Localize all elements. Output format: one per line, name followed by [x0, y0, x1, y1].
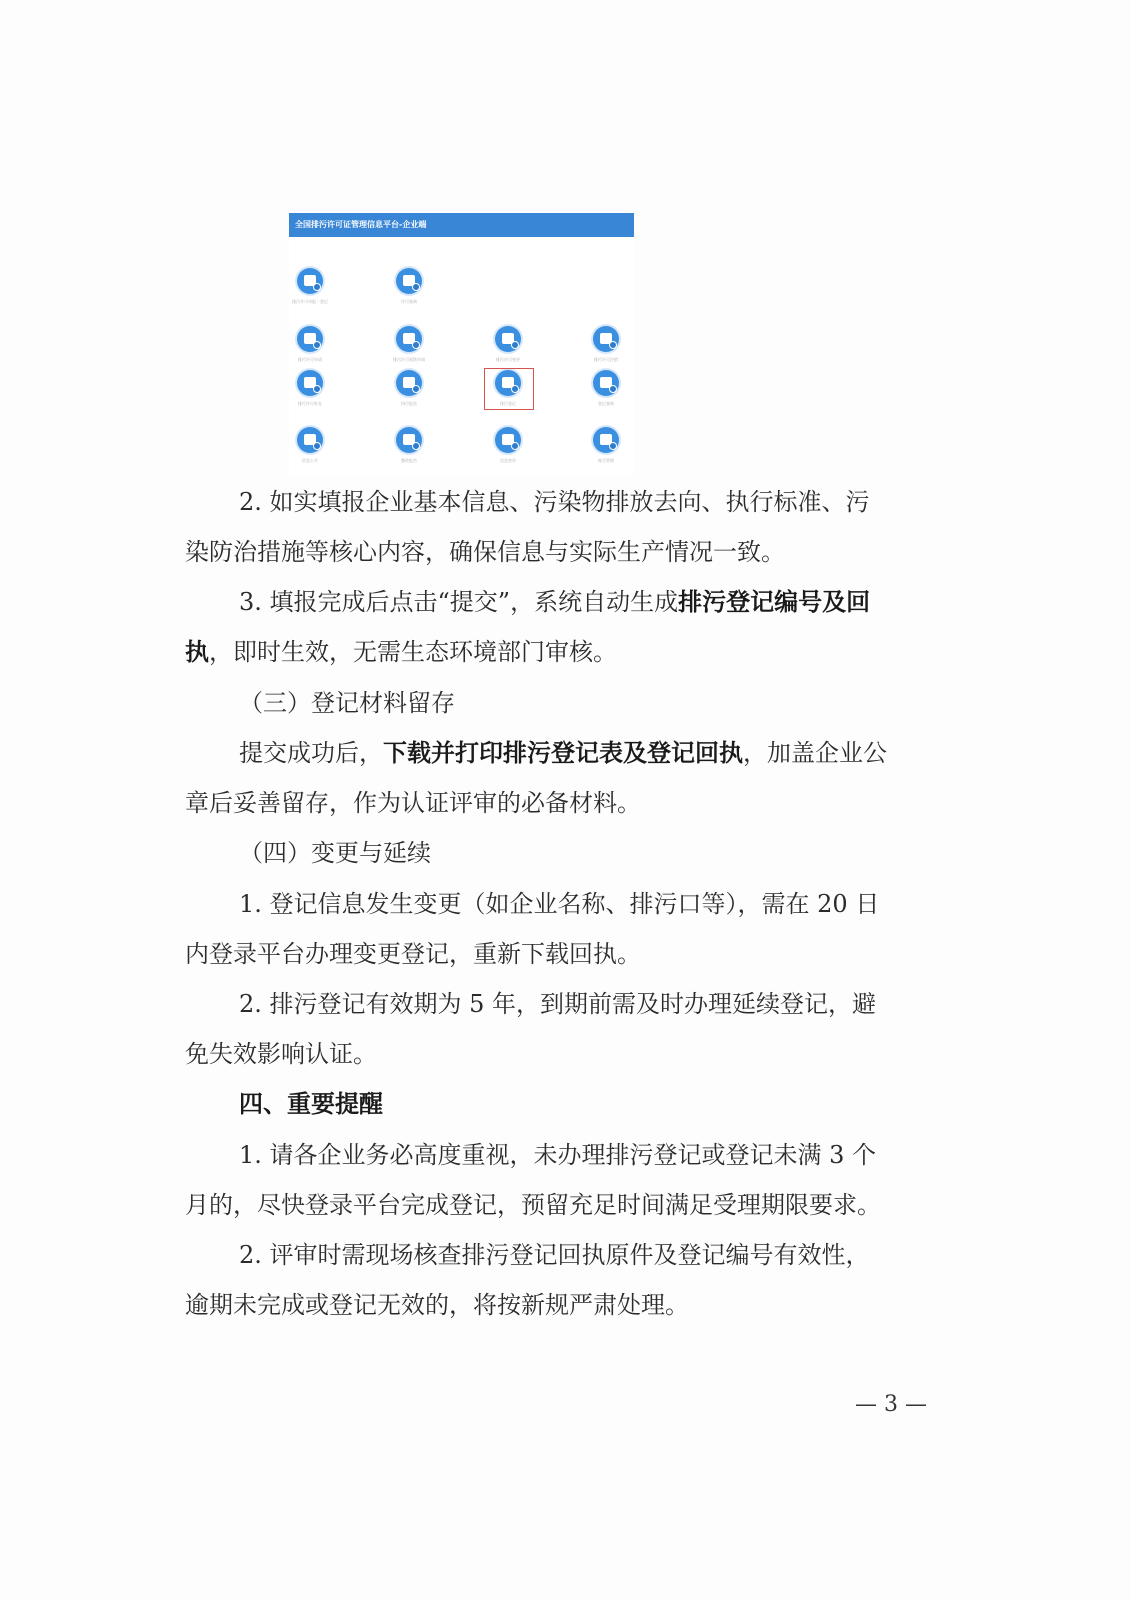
app-icon [495, 427, 521, 453]
subheading: （三）登记材料留存 [239, 689, 455, 717]
app-tile[interactable] [379, 326, 439, 376]
app-icon [396, 268, 422, 294]
text-run: 3. 填报完成后点击“提交”，系统自动生成 [239, 588, 679, 616]
paragraph-line: 1. 登记信息发生变更（如企业名称、排污口等），需在 20 日 [239, 890, 880, 918]
section-heading: 四、重要提醒 [239, 1089, 383, 1118]
text-run: 提交成功后， [239, 739, 383, 767]
paragraph-line: 逾期未完成或登记无效的，将按新规严肃处理。 [185, 1291, 689, 1319]
app-label: 账号管理 [598, 458, 614, 463]
paragraph-line: 2. 排污登记有效期为 5 年，到期前需及时办理延续登记，避 [239, 990, 877, 1018]
app-tile[interactable] [379, 268, 439, 318]
text-run: ，加盖企业公 [743, 739, 887, 767]
app-label: 排污许可补办 [298, 401, 322, 406]
app-label: 排污许可延续申请 [393, 357, 425, 362]
app-tile[interactable] [280, 427, 340, 477]
bold-text-run: 下载并打印排污登记表及登记回执 [383, 738, 743, 767]
app-tile[interactable] [280, 370, 340, 420]
app-label: 登记查询 [598, 401, 614, 406]
app-tile[interactable] [576, 326, 636, 376]
app-label: 排污许可申报 · 登记 [292, 299, 328, 304]
app-label: 排污登记 [500, 401, 516, 406]
app-tile[interactable] [478, 427, 538, 477]
paragraph-line: 免失效影响认证。 [185, 1040, 377, 1068]
app-icon [593, 326, 619, 352]
app-label: 信息变更 [500, 458, 516, 463]
app-label: 许可查询 [401, 299, 417, 304]
app-label: 排污许可注销 [594, 357, 618, 362]
app-label: 信息公开 [302, 458, 318, 463]
app-tile[interactable] [576, 370, 636, 420]
app-tile[interactable] [280, 326, 340, 376]
paragraph-line [239, 736, 887, 770]
app-tile[interactable] [379, 427, 439, 477]
bold-text-run: 执 [185, 637, 209, 666]
subheading: （四）变更与延续 [239, 839, 431, 867]
app-icon [396, 370, 422, 396]
app-tile[interactable] [576, 427, 636, 477]
bold-text-run: 排污登记编号及回 [678, 587, 871, 616]
paragraph-line [239, 585, 870, 619]
paragraph-line: 章后妥善留存，作为认证评审的必备材料。 [185, 789, 641, 817]
paragraph-line: 2. 如实填报企业基本信息、污染物排放去向、执行标准、污 [239, 488, 870, 516]
text-run: ，即时生效，无需生态环境部门审核。 [209, 638, 617, 666]
highlight-box [484, 368, 534, 410]
app-icon [593, 370, 619, 396]
app-icon [495, 326, 521, 352]
paragraph-line: 1. 请各企业务必高度重视，未办理排污登记或登记未满 3 个 [239, 1141, 877, 1169]
page-number: — 3 — [855, 1392, 927, 1417]
app-tile[interactable] [280, 268, 340, 318]
paragraph-line: 染防治措施等核心内容，确保信息与实际生产情况一致。 [185, 538, 785, 566]
app-label: 整改报告 [401, 458, 417, 463]
app-label: 排污许可变更 [496, 357, 520, 362]
app-icon [396, 326, 422, 352]
paragraph-line [185, 635, 617, 669]
app-label: 排污许可申请 [298, 357, 322, 362]
app-label: 执行报告 [401, 401, 417, 406]
app-icon [297, 268, 323, 294]
app-icon [297, 370, 323, 396]
app-icon [297, 326, 323, 352]
platform-title-bar: 全国排污许可证管理信息平台-企业端 [289, 213, 634, 237]
app-tile[interactable] [379, 370, 439, 420]
paragraph-line: 内登录平台办理变更登记，重新下载回执。 [185, 940, 641, 968]
app-icon [396, 427, 422, 453]
paragraph-line: 月的，尽快登录平台完成登记，预留充足时间满足受理期限要求。 [185, 1191, 881, 1219]
app-icon [593, 427, 619, 453]
app-icon [297, 427, 323, 453]
paragraph-line: 2. 评审时需现场核查排污登记回执原件及登记编号有效性， [239, 1241, 870, 1269]
